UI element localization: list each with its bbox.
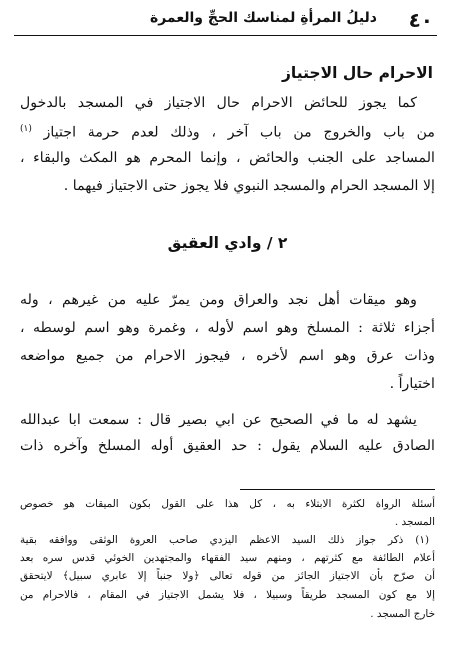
body-line: أجزاء ثلاثة : المسلخ وهو اسم لأوله ، وغمرة وهو اسم لوسطه ، [20,320,435,336]
footnote-line: أن صرّح بأن الاجتياز الجائز من قوله تعالى ﴿ولا جنباً إلا عابري سبيل﴾ لايتحقق [20,570,435,582]
body-line-text: من باب والخروج من باب آخر ، وذلك لعدم حرمة اجتياز [43,124,435,141]
section-heading-ihram-passing: الاحرام حال الاجتياز [282,64,433,82]
page-header [14,6,437,36]
body-line: إلا المسجد الحرام والمسجد النبوي فلا يجوز حتى الاجتياز فيهما . [63,178,435,194]
body-line: كما يجوز للحائض الاحرام حال الاجتياز في المسجد بالدخول [20,95,417,111]
body-line: يشهد له ما في الصحيح عن ابي بصير قال : سمعت ابا عبدالله [20,412,417,428]
body-line: وهو ميقات أهل نجد والعراق ومن يمرّ عليه من غيرهم ، وله [20,292,417,308]
section-heading-wadi-al-aqiq: ٢ / وادي العقيق [167,234,288,252]
footnote-line: أعلام الطائفة مع كثرتهم ، ومنهم سيد الفقهاء والمجتهدين الخوئي قدس سره بعد [20,552,435,564]
body-line [20,117,435,145]
footnote-marker: (١) [20,124,32,134]
body-line: وذات عرق وهو اسم لأخره ، فيجوز الاحرام من جميع مواضعه [20,348,435,364]
page-number: ٤٠ [408,8,433,32]
footnote-line: المسجد . [394,516,435,528]
body-line: الصادق عليه السلام يقول : حد العقيق أوله المسلخ وآخره ذات [20,438,435,454]
body-line: اختياراً . [389,376,435,392]
footnote-line: أسئلة الرواة لكثرة الابتلاء به ، كل هذا على القول بكون الميقات هو خصوص [20,498,435,510]
header-rule [14,35,437,36]
footnote-line: (١) ذكر جواز ذلك السيد الاعظم اليزدي صاحب العروة الوثقى ووافقه بقية [20,534,429,546]
running-title: دليلُ المرأةِ لمناسك الحجِّ والعمرة [149,10,377,26]
footnote-rule [240,489,435,490]
footnote-line: إلا مع كون المسجد طريقاً وسبيلا ، فلا يشمل الاجتياز في المقام ، فالاحرام من [20,589,435,601]
footnote-line: خارج المسجد . [370,608,435,620]
body-line: المساجد على الجنب والحائض ، وإنما المحرم هو المكث والبقاء ، [20,150,435,166]
